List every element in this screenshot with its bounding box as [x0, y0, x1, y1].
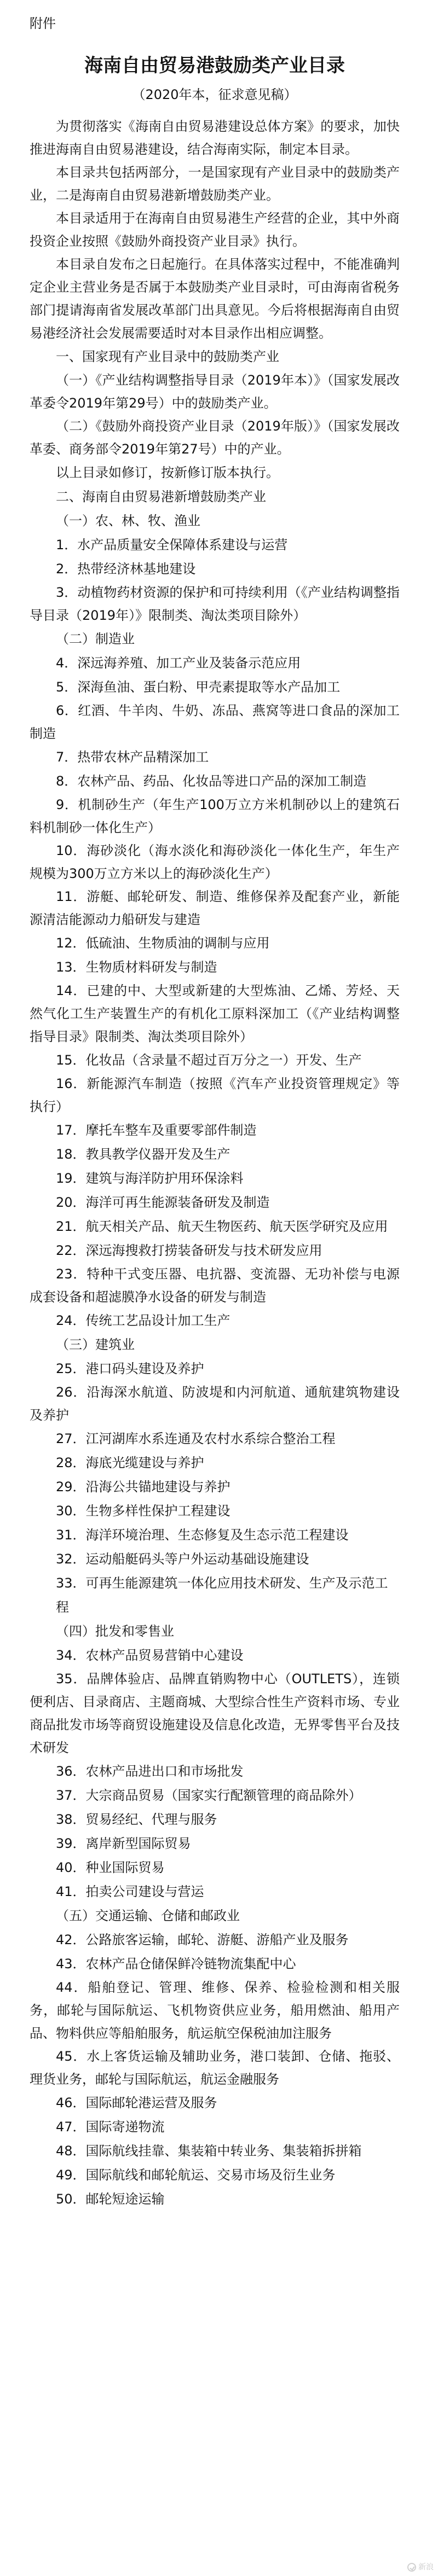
catalog-item: 42．公路旅客运输，邮轮、游艇、游船产业及服务 [56, 1932, 349, 1947]
catalog-item: 50．邮轮短途运输 [56, 2191, 165, 2207]
catalog-item: 18．教具教学仪器开发及生产 [56, 1147, 230, 1162]
catalog-item: 8．农林产品、药品、化妆品等进口产品的深加工制造 [56, 774, 367, 789]
catalog-item: 22．深远海搜救打捞装备研发与技术研发应用 [56, 1243, 322, 1258]
catalog-item: 38．贸易经纪、代理与服务 [56, 1812, 217, 1827]
catalog-item: 27．江河湖库水系连通及农村水系综合整治工程 [56, 1431, 336, 1446]
catalog-item: 7．热带农林产品精深加工 [56, 749, 209, 765]
catalog-note: 以上目录如修订，按新修订版本执行。 [56, 465, 279, 480]
page-subtitle: （2020年本，征求意见稿） [132, 87, 297, 102]
catalog-item: 40．种业国际贸易 [56, 1860, 165, 1875]
page-title: 海南自由贸易港鼓励类产业目录 [84, 55, 345, 77]
scope-paragraph: 本目录共包括两部分，一是国家现有产业目录中的鼓励类产业，二是海南自由贸易港新增鼓励类产业。 [30, 165, 400, 203]
catalog-item: 3．动植物药材资源的保护和可持续利用（《产业结构调整指导目录（2019年）》限制类、淘汰类项目除外） [30, 585, 400, 623]
category-heading: （四）批发和零售业 [56, 1624, 174, 1639]
catalog-item: 5．深海鱼油、蛋白粉、甲壳素提取等水产品加工 [56, 679, 341, 695]
category-heading: （五）交通运输、仓储和邮政业 [56, 1908, 240, 1923]
category-heading: （一）农、林、牧、渔业 [56, 513, 200, 528]
attachment-label: 附件 [30, 16, 56, 31]
catalog-item: 17．摩托车整车及重要零部件制造 [56, 1123, 257, 1138]
catalog-item: 1．水产品质量安全保障体系建设与运营 [56, 537, 288, 553]
catalog-item: 46．国际邮轮港运营及服务 [56, 2095, 217, 2110]
catalog-item: 31．海洋环境治理、生态修复及生态示范工程建设 [56, 1527, 349, 1543]
catalog-item: 35．品牌体验店、品牌直销购物中心（OUTLETS），连锁便利店、目录商店、主题商城、大型综合性生产资料市场、专业商品批发市场等商贸设施建设及信息化改造，无界零售平台及技术研发 [30, 1671, 400, 1755]
catalog-item: 41．拍卖公司建设与营运 [56, 1884, 204, 1899]
catalog-item: 4．深远海养殖、加工产业及装备示范应用 [56, 655, 301, 671]
catalog-item: 24．传统工艺品设计加工生产 [56, 1313, 230, 1328]
catalog-item: 47．国际寄递物流 [56, 2119, 165, 2135]
section-heading: 一、国家现有产业目录中的鼓励类产业 [56, 349, 279, 364]
catalog-item: 49．国际航线和邮轮航运、交易市场及衍生业务 [56, 2167, 336, 2183]
catalog-item: （二）《鼓励外商投资产业目录（2019年版）》（国家发展改革委、商务部令2019年第27号）中的产业。 [30, 418, 400, 457]
catalog-item: 33．可再生能源建筑一体化应用技术研发、生产及示范工程 [56, 1575, 388, 1615]
catalog-item: 11．游艇、邮轮研发、制造、维修保养及配套产业，新能源清洁能源动力船研发与建造 [30, 889, 400, 927]
seal-icon [407, 2563, 416, 2572]
catalog-item: 25．港口码头建设及养护 [56, 1361, 204, 1376]
section-heading: 二、海南自由贸易港新增鼓励类产业 [56, 489, 266, 504]
catalog-item: 20．海洋可再生能源装备研发及制造 [56, 1195, 270, 1210]
catalog-item: 29．沿海公共锚地建设与养护 [56, 1479, 230, 1495]
catalog-item: 21．航天相关产品、航天生物医药、航天医学研究及应用 [56, 1219, 388, 1234]
catalog-item: 12．低硫油、生物质油的调制与应用 [56, 935, 270, 951]
catalog-item: 14．已建的中、大型或新建的大型炼油、乙烯、芳烃、天然气化工生产装置生产的有机化工原料深加工（《产业结构调整指导目录》限制类、淘汰类项目除外） [30, 983, 400, 1044]
watermark-text: 新浪 [418, 2563, 434, 2572]
catalog-item: 10．海砂淡化（海水淡化和海砂淡化一体化生产，年生产规模为300万立方米以上的海砂淡化生产） [30, 843, 400, 881]
catalog-item: 28．海底光缆建设与养护 [56, 1455, 204, 1470]
catalog-item: 26．沿海深水航道、防波堤和内河航道、通航建筑物建设及养护 [30, 1385, 400, 1423]
intro-paragraph: 为贯彻落实《海南自由贸易港建设总体方案》的要求，加快推进海南自由贸易港建设，结合海南实际，制定本目录。 [30, 119, 400, 157]
catalog-item: 15．化妆品（含录量不超过百万分之一）开发、生产 [56, 1053, 362, 1068]
catalog-item: 32．运动船艇码头等户外运动基础设施建设 [56, 1551, 309, 1567]
catalog-item: 43．农林产品仓储保鲜冷链物流集配中心 [56, 1956, 296, 1972]
effective-paragraph: 本目录自发布之日起施行。在具体落实过程中，不能准确判定企业主营业务是否属于本鼓励类产业目录时，可由海南省税务部门提请海南省发展改革部门出具意见。今后将根据海南自由贸易港经济社会发展需要适时对本目录作出相应调整。 [30, 257, 400, 341]
catalog-item: 16．新能源汽车制造（按照《汽车产业投资管理规定》等执行） [30, 1076, 400, 1114]
catalog-item: 37．大宗商品贸易（国家实行配额管理的商品除外） [56, 1788, 362, 1803]
catalog-item: 19．建筑与海洋防护用环保涂料 [56, 1171, 244, 1186]
catalog-item: 13．生物质材料研发与制造 [56, 960, 217, 975]
catalog-item: 36．农林产品进出口和市场批发 [56, 1764, 244, 1779]
category-heading: （三）建筑业 [56, 1337, 135, 1352]
catalog-item: 48．国际航线挂靠、集装箱中转业务、集装箱拆拼箱 [56, 2143, 362, 2159]
catalog-item: 2．热带经济林基地建设 [56, 561, 196, 577]
catalog-item: 6．红酒、牛羊肉、牛奶、冻品、燕窝等进口食品的深加工制造 [30, 703, 400, 741]
document-content [30, 115, 400, 2211]
catalog-item: （一）《产业结构调整指导目录（2019年本）》（国家发展改革委令2019年第29号）中的鼓励类产业。 [30, 373, 400, 411]
catalog-item: 34．农林产品贸易营销中心建设 [56, 1648, 244, 1663]
catalog-item: 44．船舶登记、管理、维修、保养、检验检测和相关服务，邮轮与国际航运、飞机物资供应业务，船用燃油、船用产品、物料供应等船舶服务，航运航空保税油加注服务 [30, 1980, 400, 2041]
source-watermark [391, 2561, 434, 2574]
catalog-item: 39．离岸新型国际贸易 [56, 1836, 191, 1851]
applicability-paragraph: 本目录适用于在海南自由贸易港生产经营的企业，其中外商投资企业按照《鼓励外商投资产业目录》执行。 [30, 211, 400, 249]
catalog-item: 30．生物多样性保护工程建设 [56, 1503, 230, 1519]
catalog-item: 45．水上客货运输及辅助业务，港口装卸、仓储、拖驳、理货业务，邮轮与国际航运，航运金融服务 [30, 2049, 400, 2087]
catalog-item: 9．机制砂生产（年生产100万立方米机制砂以上的建筑石料机制砂一体化生产） [30, 797, 400, 835]
catalog-item: 23．特种干式变压器、电抗器、变流器、无功补偿与电源成套设备和超滤膜净水设备的研发与制造 [30, 1266, 400, 1305]
category-heading: （二）制造业 [56, 631, 135, 647]
